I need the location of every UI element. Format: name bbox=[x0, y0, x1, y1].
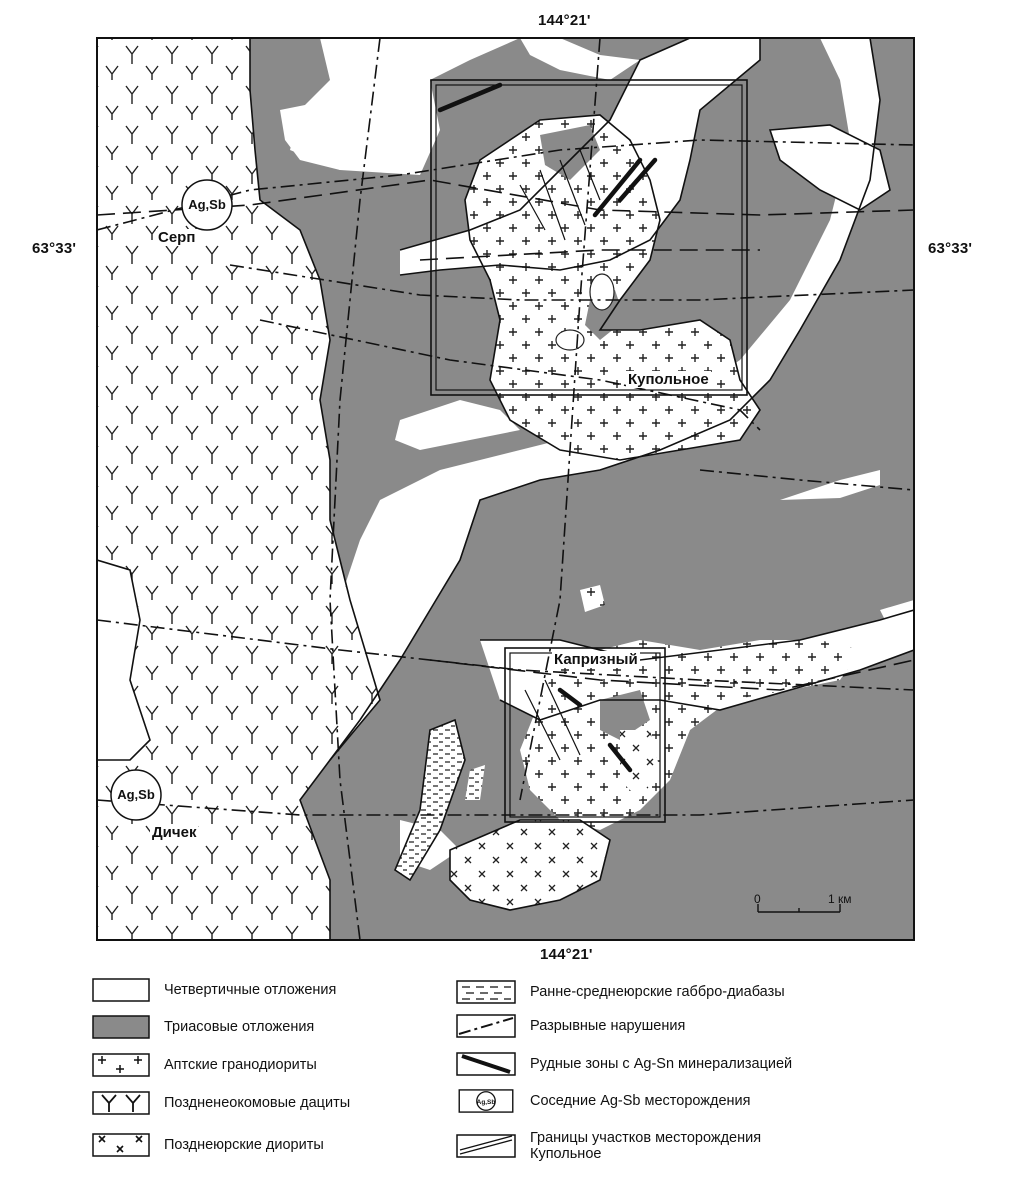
legend-triassic bbox=[92, 1015, 314, 1039]
legend-granodiorite bbox=[92, 1053, 317, 1077]
legend-swatch-diorite bbox=[92, 1133, 150, 1157]
legend-label: Триасовые отложения bbox=[164, 1019, 315, 1035]
longitude-label-top: 144°21' bbox=[538, 12, 591, 29]
legend-swatch-triassic bbox=[92, 1015, 150, 1039]
dichek-deposit-text: Ag,Sb bbox=[117, 787, 155, 802]
kaprizny-label: Капризный bbox=[554, 651, 638, 668]
dichek-label: Дичек bbox=[152, 824, 197, 841]
legend-label: Поздненеокомовые дациты bbox=[164, 1095, 351, 1111]
legend-ore-zones bbox=[456, 1052, 792, 1076]
legend-label: Соседние Ag-Sb месторождения bbox=[530, 1093, 751, 1109]
serp-deposit-text: Ag,Sb bbox=[188, 197, 226, 212]
legend-label: Ранне-среднеюрские габбро-диабазы bbox=[530, 984, 785, 1000]
legend-swatch-deposits bbox=[456, 1089, 516, 1113]
latitude-label-right: 63°33' bbox=[928, 240, 973, 257]
scale-one-km: 1 км bbox=[828, 892, 852, 906]
longitude-label-bottom: 144°21' bbox=[540, 946, 593, 963]
legend-deposits bbox=[456, 1089, 751, 1113]
legend-quaternary bbox=[92, 978, 336, 1002]
legend-label: Аптские гранодиориты bbox=[164, 1057, 317, 1073]
legend-boundaries bbox=[456, 1130, 790, 1162]
legend-label: Границы участков месторождения Купольное bbox=[530, 1130, 762, 1162]
latitude-label-left: 63°33' bbox=[32, 240, 77, 257]
legend-diorite bbox=[92, 1133, 324, 1157]
legend-swatch-gabbro bbox=[456, 980, 516, 1004]
legend-swatch-boundaries bbox=[456, 1134, 516, 1158]
legend-swatch-granodiorite bbox=[92, 1053, 150, 1077]
scale-zero: 0 bbox=[754, 892, 761, 906]
svg-text:Ag,Sb: Ag,Sb bbox=[476, 1098, 496, 1106]
legend-swatch-ore bbox=[456, 1052, 516, 1076]
legend-label: Рудные зоны с Ag-Sn минерализацией bbox=[530, 1056, 793, 1072]
legend-label: Разрывные нарушения bbox=[530, 1018, 686, 1034]
legend-dacite bbox=[92, 1091, 350, 1115]
serp-label: Серп bbox=[158, 229, 196, 246]
kupolnoe-label: Купольное bbox=[628, 371, 709, 388]
legend-swatch-dacite bbox=[92, 1091, 150, 1115]
legend-swatch-quaternary bbox=[92, 978, 150, 1002]
legend-label: Четвертичные отложения bbox=[164, 982, 337, 998]
legend-label: Позднеюрские диориты bbox=[164, 1137, 324, 1153]
legend-swatch-faults bbox=[456, 1014, 516, 1038]
legend-gabbro bbox=[456, 980, 785, 1004]
legend-faults bbox=[456, 1014, 685, 1038]
